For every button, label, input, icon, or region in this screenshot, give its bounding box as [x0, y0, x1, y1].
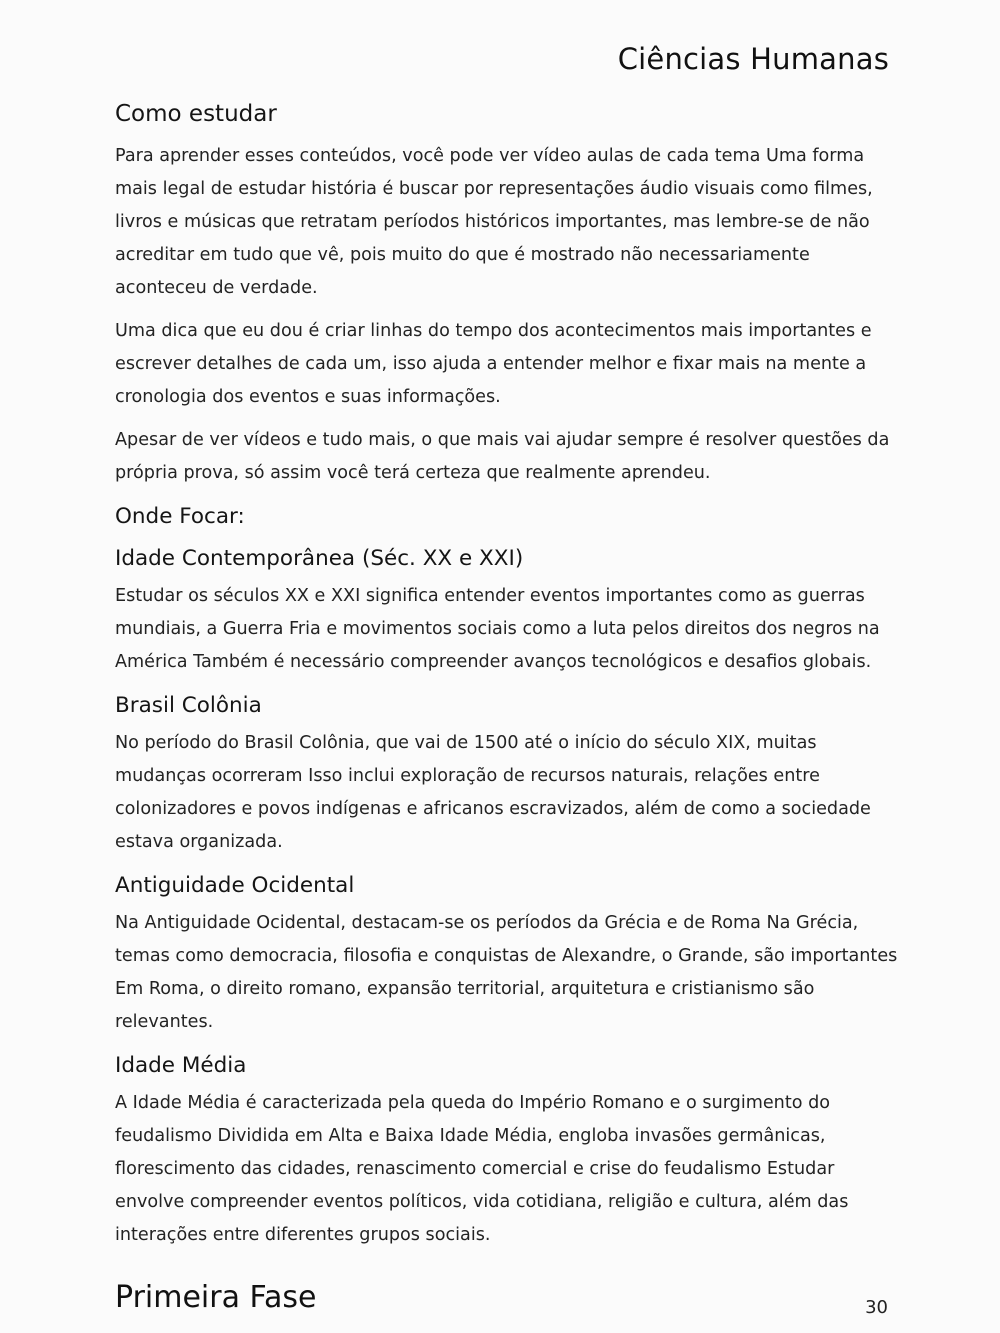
paragraph-antiguidade-ocidental: Na Antiguidade Ocidental, destacam-se os períodos da Grécia e de Roma Na Grécia, temas como democracia, filosofia e conquistas de Alexandre, o Grande, são importantes Em Roma, o direito romano, expansão territorial, arquitetura e cristianismo são relevantes. [115, 913, 898, 1032]
paragraph-idade-contemporanea: Estudar os séculos XX e XXI significa entender eventos importantes como as guerras mundiais, a Guerra Fria e movimentos sociais como a luta pelos direitos dos negros na América Também é necessário compreender avanços tecnológicos e desafios globais. [115, 586, 880, 672]
section-heading-brasil-colonia: Brasil Colônia [115, 693, 262, 718]
section-heading-onde-focar: Onde Focar: [115, 504, 245, 529]
paragraph-como-estudar-1: Para aprender esses conteúdos, você pode ver vídeo aulas de cada tema Uma forma mais legal de estudar história é buscar por representações áudio visuais como filmes, livros e músicas que retratam períodos históricos importantes, mas lembre-se de não acreditar em tudo que vê, pois muito do que é mostrado não necessariamente aconteceu de verdade. [115, 146, 873, 298]
section-heading-idade-contemporanea: Idade Contemporânea (Séc. XX e XXI) [115, 546, 524, 571]
page-number: 30 [865, 1297, 888, 1318]
paragraph-brasil-colonia: No período do Brasil Colônia, que vai de 1500 até o início do século XIX, muitas mudanças ocorreram Isso inclui exploração de recursos naturais, relações entre colonizadores e povos indígenas e africanos escravizados, além de como a sociedade estava organizada. [115, 733, 871, 852]
section-heading-idade-media: Idade Média [115, 1053, 247, 1078]
paragraph-como-estudar-3: Apesar de ver vídeos e tudo mais, o que mais vai ajudar sempre é resolver questões da própria prova, só assim você terá certeza que realmente aprendeu. [115, 430, 890, 483]
page-content [115, 96, 905, 1262]
page-header-title: Ciências Humanas [617, 42, 889, 76]
section-heading-como-estudar: Como estudar [115, 101, 277, 127]
section-heading-antiguidade-ocidental: Antiguidade Ocidental [115, 873, 355, 898]
paragraph-idade-media: A Idade Média é caracterizada pela queda do Império Romano e o surgimento do feudalismo Dividida em Alta e Baixa Idade Média, engloba invasões germânicas, florescimento das cidades, renascimento comercial e crise do feudalismo Estudar envolve compreender eventos políticos, vida cotidiana, religião e cultura, além das interações entre diferentes grupos sociais. [115, 1093, 849, 1245]
footer-label: Primeira Fase [115, 1280, 317, 1315]
paragraph-como-estudar-2: Uma dica que eu dou é criar linhas do tempo dos acontecimentos mais importantes e escrever detalhes de cada um, isso ajuda a entender melhor e fixar mais na mente a cronologia dos eventos e suas informações. [115, 321, 872, 407]
